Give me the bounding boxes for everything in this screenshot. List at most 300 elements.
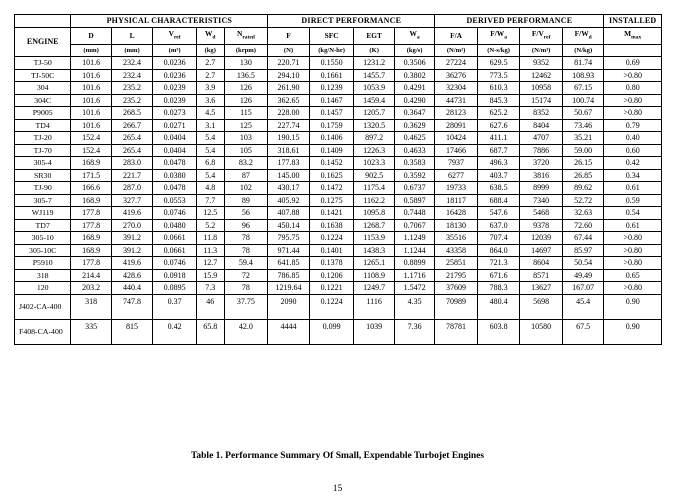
value-cell: 845.3 — [477, 94, 520, 107]
value-cell: 11.3 — [196, 244, 224, 257]
performance-table — [14, 14, 662, 345]
col-name: $W_a$ — [394, 28, 434, 45]
value-cell: 1219.64 — [268, 282, 309, 295]
value-cell: >0.80 — [604, 232, 662, 245]
value-cell: 36276 — [435, 69, 478, 82]
value-cell: 1438.3 — [354, 244, 394, 257]
value-cell: 419.6 — [111, 207, 152, 220]
value-cell: 67.44 — [562, 232, 603, 245]
value-cell: 45.4 — [562, 294, 603, 319]
value-cell: 100.74 — [562, 94, 603, 107]
col-name: $M_{max}$ — [604, 28, 662, 45]
value-cell: 0.0661 — [153, 232, 197, 245]
value-cell: 152.4 — [71, 144, 111, 157]
value-cell: 721.3 — [477, 257, 520, 270]
value-cell: 0.60 — [604, 144, 662, 157]
value-cell: 0.8899 — [394, 257, 434, 270]
value-cell: 65.8 — [196, 319, 224, 344]
value-cell: 28123 — [435, 107, 478, 120]
value-cell: 0.1239 — [309, 82, 354, 95]
table-row — [15, 119, 662, 132]
value-cell: 335 — [71, 319, 111, 344]
col-name: D — [71, 28, 111, 45]
value-cell: 261.90 — [268, 82, 309, 95]
value-cell: 0.1457 — [309, 107, 354, 120]
value-cell: 10424 — [435, 132, 478, 145]
value-cell: 0.0404 — [153, 144, 197, 157]
value-cell: 44731 — [435, 94, 478, 107]
value-cell: 0.54 — [604, 207, 662, 220]
value-cell: 450.14 — [268, 219, 309, 232]
value-cell: 603.8 — [477, 319, 520, 344]
value-cell: 419.6 — [111, 257, 152, 270]
value-cell: 37.75 — [224, 294, 268, 319]
value-cell: 0.0478 — [153, 157, 197, 170]
value-cell: 168.9 — [71, 194, 111, 207]
value-cell: 3816 — [520, 169, 563, 182]
value-cell: 190.15 — [268, 132, 309, 145]
engine-cell: SR30 — [15, 169, 71, 182]
value-cell: 8404 — [520, 119, 563, 132]
table-row — [15, 144, 662, 157]
value-cell: 67.15 — [562, 82, 603, 95]
value-cell: 46 — [196, 294, 224, 319]
value-cell: 1249.7 — [354, 282, 394, 295]
value-cell: 0.42 — [153, 319, 197, 344]
value-cell: 671.6 — [477, 269, 520, 282]
engine-cell: P5910 — [15, 257, 71, 270]
value-cell: 2.7 — [196, 57, 224, 70]
value-cell: 42.0 — [224, 319, 268, 344]
value-cell: 3720 — [520, 157, 563, 170]
value-cell: 101.6 — [71, 57, 111, 70]
value-cell: 0.3583 — [394, 157, 434, 170]
value-cell: 270.0 — [111, 219, 152, 232]
value-cell: 177.8 — [71, 219, 111, 232]
engine-cell: TJ-50 — [15, 57, 71, 70]
value-cell: 3.1 — [196, 119, 224, 132]
value-cell: 773.5 — [477, 69, 520, 82]
value-cell: 21795 — [435, 269, 478, 282]
value-cell: 52.72 — [562, 194, 603, 207]
value-cell: 0.4290 — [394, 94, 434, 107]
engine-cell: TJ-70 — [15, 144, 71, 157]
value-cell: 362.65 — [268, 94, 309, 107]
col-name: F — [268, 28, 309, 45]
value-cell: 6.8 — [196, 157, 224, 170]
value-cell: 1095.8 — [354, 207, 394, 220]
value-cell: 4444 — [268, 319, 309, 344]
value-cell: 403.7 — [477, 169, 520, 182]
value-cell: 5.4 — [196, 169, 224, 182]
value-cell: 136.5 — [224, 69, 268, 82]
value-cell: 496.3 — [477, 157, 520, 170]
value-cell: 96 — [224, 219, 268, 232]
value-cell: 0.0895 — [153, 282, 197, 295]
value-cell: 1039 — [354, 319, 394, 344]
value-cell: 391.2 — [111, 232, 152, 245]
value-cell: 7.36 — [394, 319, 434, 344]
value-cell: 0.0239 — [153, 82, 197, 95]
value-cell: 0.0553 — [153, 194, 197, 207]
value-cell: 78781 — [435, 319, 478, 344]
table-row — [15, 194, 662, 207]
value-cell: 0.4633 — [394, 144, 434, 157]
value-cell: 1175.4 — [354, 182, 394, 195]
engine-cell: P9005 — [15, 107, 71, 120]
value-cell: 2.7 — [196, 69, 224, 82]
col-name: $W_d$ — [196, 28, 224, 45]
col-name: $N_{rated}$ — [224, 28, 268, 45]
value-cell: 0.1550 — [309, 57, 354, 70]
engine-cell: 304C — [15, 94, 71, 107]
value-cell: 0.1224 — [309, 232, 354, 245]
value-cell: 0.3647 — [394, 107, 434, 120]
col-name: L — [111, 28, 152, 45]
engine-cell: 305-10C — [15, 244, 71, 257]
value-cell: 0.4625 — [394, 132, 434, 145]
table-caption: Table 1. Performance Summary Of Small, Expendable Turbojet Engines — [190, 451, 485, 461]
engine-cell: F408-CA-400 — [15, 319, 71, 344]
engine-cell: TD7 — [15, 219, 71, 232]
value-cell: 59.4 — [224, 257, 268, 270]
value-cell: 101.6 — [71, 119, 111, 132]
col-unit: (K) — [354, 44, 394, 57]
value-cell: 638.5 — [477, 182, 520, 195]
value-cell: 167.07 — [562, 282, 603, 295]
value-cell: 1320.5 — [354, 119, 394, 132]
value-cell: >0.80 — [604, 69, 662, 82]
value-cell: 43358 — [435, 244, 478, 257]
value-cell: 971.44 — [268, 244, 309, 257]
value-cell: 747.8 — [111, 294, 152, 319]
value-cell: 232.4 — [111, 57, 152, 70]
value-cell: 78 — [224, 232, 268, 245]
value-cell: 0.1224 — [309, 294, 354, 319]
value-cell: 902.5 — [354, 169, 394, 182]
value-cell: 168.9 — [71, 157, 111, 170]
value-cell: 50.67 — [562, 107, 603, 120]
value-cell: 8352 — [520, 107, 563, 120]
value-cell: 89.62 — [562, 182, 603, 195]
table-row — [15, 282, 662, 295]
group-derived: DERIVED PERFORMANCE — [435, 15, 604, 28]
value-cell: 1268.7 — [354, 219, 394, 232]
value-cell: 152.4 — [71, 132, 111, 145]
table-row — [15, 107, 662, 120]
value-cell: 0.7448 — [394, 207, 434, 220]
value-cell: 0.1452 — [309, 157, 354, 170]
value-cell: 1162.2 — [354, 194, 394, 207]
value-cell: 16428 — [435, 207, 478, 220]
engine-cell: TJ-20 — [15, 132, 71, 145]
value-cell: 0.79 — [604, 119, 662, 132]
value-cell: 1455.7 — [354, 69, 394, 82]
value-cell: 1023.3 — [354, 157, 394, 170]
value-cell: 0.1638 — [309, 219, 354, 232]
value-cell: 72 — [224, 269, 268, 282]
value-cell: 7340 — [520, 194, 563, 207]
value-cell: 26.85 — [562, 169, 603, 182]
value-cell: 0.42 — [604, 157, 662, 170]
value-cell: 89 — [224, 194, 268, 207]
value-cell: 391.2 — [111, 244, 152, 257]
value-cell: 8999 — [520, 182, 563, 195]
value-cell: 0.40 — [604, 132, 662, 145]
value-cell: 14697 — [520, 244, 563, 257]
value-cell: 428.6 — [111, 269, 152, 282]
table-row — [15, 57, 662, 70]
col-unit: (kg/s) — [394, 44, 434, 57]
value-cell: 67.5 — [562, 319, 603, 344]
col-name: $F/W_a$ — [477, 28, 520, 45]
value-cell: 629.5 — [477, 57, 520, 70]
value-cell: 101.6 — [71, 82, 111, 95]
value-cell: 0.1401 — [309, 244, 354, 257]
value-cell: >0.80 — [604, 94, 662, 107]
value-cell: >0.80 — [604, 282, 662, 295]
value-cell: 32304 — [435, 82, 478, 95]
value-cell: 0.59 — [604, 194, 662, 207]
value-cell: 0.0236 — [153, 69, 197, 82]
value-cell: 35.21 — [562, 132, 603, 145]
value-cell: >0.80 — [604, 244, 662, 257]
value-cell: 166.6 — [71, 182, 111, 195]
table-row — [15, 182, 662, 195]
value-cell: 232.4 — [111, 69, 152, 82]
value-cell: 0.1661 — [309, 69, 354, 82]
value-cell: 318.61 — [268, 144, 309, 157]
value-cell: 0.1378 — [309, 257, 354, 270]
col-unit — [604, 44, 662, 57]
value-cell: 0.0380 — [153, 169, 197, 182]
value-cell: 177.8 — [71, 257, 111, 270]
value-cell: 795.75 — [268, 232, 309, 245]
table-row — [15, 169, 662, 182]
value-cell: 1.1249 — [394, 232, 434, 245]
value-cell: 786.85 — [268, 269, 309, 282]
value-cell: 0.90 — [604, 294, 662, 319]
value-cell: 318 — [71, 294, 111, 319]
engine-cell: TJ-90 — [15, 182, 71, 195]
col-unit: (N) — [268, 44, 309, 57]
value-cell: 1.1716 — [394, 269, 434, 282]
value-cell: 5.4 — [196, 144, 224, 157]
value-cell: 235.2 — [111, 94, 152, 107]
value-cell: 227.74 — [268, 119, 309, 132]
value-cell: 73.46 — [562, 119, 603, 132]
value-cell: 0.90 — [604, 319, 662, 344]
value-cell: 85.97 — [562, 244, 603, 257]
value-cell: 815 — [111, 319, 152, 344]
value-cell: 4707 — [520, 132, 563, 145]
value-cell: 8604 — [520, 257, 563, 270]
value-cell: 0.3506 — [394, 57, 434, 70]
col-unit: (krpm) — [224, 44, 268, 57]
value-cell: 480.4 — [477, 294, 520, 319]
value-cell: 56 — [224, 207, 268, 220]
value-cell: 0.3592 — [394, 169, 434, 182]
value-cell: 0.3629 — [394, 119, 434, 132]
engine-cell: 305-10 — [15, 232, 71, 245]
value-cell: 610.3 — [477, 82, 520, 95]
value-cell: 707.4 — [477, 232, 520, 245]
value-cell: 78 — [224, 282, 268, 295]
value-cell: 0.0239 — [153, 94, 197, 107]
value-cell: 105 — [224, 144, 268, 157]
value-cell: 72.60 — [562, 219, 603, 232]
value-cell: 0.4291 — [394, 82, 434, 95]
value-cell: 108.93 — [562, 69, 603, 82]
value-cell: 130 — [224, 57, 268, 70]
value-cell: 2090 — [268, 294, 309, 319]
value-cell: 3.9 — [196, 82, 224, 95]
value-cell: 788.3 — [477, 282, 520, 295]
col-unit: (mm) — [111, 44, 152, 57]
value-cell: 7886 — [520, 144, 563, 157]
value-cell: 411.1 — [477, 132, 520, 145]
col-unit: (kg) — [196, 44, 224, 57]
table-row — [15, 219, 662, 232]
value-cell: 287.0 — [111, 182, 152, 195]
value-cell: 627.6 — [477, 119, 520, 132]
value-cell: 1205.7 — [354, 107, 394, 120]
value-cell: 0.1625 — [309, 169, 354, 182]
value-cell: 18117 — [435, 194, 478, 207]
value-cell: 37609 — [435, 282, 478, 295]
value-cell: 25851 — [435, 257, 478, 270]
value-cell: 0.1221 — [309, 282, 354, 295]
value-cell: 1108.9 — [354, 269, 394, 282]
value-cell: 125 — [224, 119, 268, 132]
column-name-row — [15, 28, 662, 45]
table-row — [15, 244, 662, 257]
value-cell: 294.10 — [268, 69, 309, 82]
value-cell: >0.80 — [604, 107, 662, 120]
value-cell: 5468 — [520, 207, 563, 220]
value-cell: 11.8 — [196, 232, 224, 245]
value-cell: 0.1421 — [309, 207, 354, 220]
col-name: $V_{ref}$ — [153, 28, 197, 45]
value-cell: 12.5 — [196, 207, 224, 220]
value-cell: 0.6737 — [394, 182, 434, 195]
value-cell: 440.4 — [111, 282, 152, 295]
value-cell: 13627 — [520, 282, 563, 295]
value-cell: 3.6 — [196, 94, 224, 107]
table-body — [15, 57, 662, 345]
value-cell: 265.4 — [111, 132, 152, 145]
table-row — [15, 232, 662, 245]
value-cell: 1226.3 — [354, 144, 394, 157]
col-unit: (m³) — [153, 44, 197, 57]
value-cell: 0.0236 — [153, 57, 197, 70]
group-direct: DIRECT PERFORMANCE — [268, 15, 435, 28]
page-number: 15 — [332, 484, 343, 494]
value-cell: 235.2 — [111, 82, 152, 95]
value-cell: 0.0746 — [153, 257, 197, 270]
engine-header: ENGINE — [15, 28, 71, 57]
value-cell: 0.37 — [153, 294, 197, 319]
value-cell: 641.85 — [268, 257, 309, 270]
value-cell: 168.9 — [71, 232, 111, 245]
col-name: $F/V_{ref}$ — [520, 28, 563, 45]
table-row — [15, 94, 662, 107]
value-cell: 10958 — [520, 82, 563, 95]
value-cell: 27224 — [435, 57, 478, 70]
table-row — [15, 132, 662, 145]
value-cell: 0.1409 — [309, 144, 354, 157]
value-cell: 221.7 — [111, 169, 152, 182]
engine-cell: J402-CA-400 — [15, 294, 71, 319]
value-cell: 17466 — [435, 144, 478, 157]
value-cell: 0.1406 — [309, 132, 354, 145]
value-cell: 59.00 — [562, 144, 603, 157]
value-cell: 5698 — [520, 294, 563, 319]
value-cell: 0.34 — [604, 169, 662, 182]
value-cell: 327.7 — [111, 194, 152, 207]
value-cell: 0.0746 — [153, 207, 197, 220]
value-cell: 171.5 — [71, 169, 111, 182]
value-cell: 637.0 — [477, 219, 520, 232]
value-cell: 15174 — [520, 94, 563, 107]
table-row — [15, 269, 662, 282]
value-cell: 115 — [224, 107, 268, 120]
value-cell: 1053.9 — [354, 82, 394, 95]
col-unit: (N-s/kg) — [477, 44, 520, 57]
col-unit: (kg/N-hr) — [309, 44, 354, 57]
value-cell: 9352 — [520, 57, 563, 70]
value-cell: 405.92 — [268, 194, 309, 207]
value-cell: 4.5 — [196, 107, 224, 120]
value-cell: 7.3 — [196, 282, 224, 295]
value-cell: 1116 — [354, 294, 394, 319]
value-cell: 214.4 — [71, 269, 111, 282]
engine-cell: TD4 — [15, 119, 71, 132]
value-cell: 6277 — [435, 169, 478, 182]
value-cell: 0.61 — [604, 182, 662, 195]
value-cell: 220.71 — [268, 57, 309, 70]
value-cell: 0.69 — [604, 57, 662, 70]
value-cell: 0.0273 — [153, 107, 197, 120]
value-cell: 407.88 — [268, 207, 309, 220]
value-cell: 101.6 — [71, 107, 111, 120]
value-cell: >0.80 — [604, 257, 662, 270]
value-cell: 1.1244 — [394, 244, 434, 257]
value-cell: 0.80 — [604, 82, 662, 95]
value-cell: 78 — [224, 244, 268, 257]
value-cell: 5.2 — [196, 219, 224, 232]
table-row — [15, 294, 662, 319]
value-cell: 12.7 — [196, 257, 224, 270]
col-name: SFC — [309, 28, 354, 45]
value-cell: 18130 — [435, 219, 478, 232]
value-cell: 0.0661 — [153, 244, 197, 257]
value-cell: 0.1275 — [309, 194, 354, 207]
value-cell: 8571 — [520, 269, 563, 282]
group-header-row — [15, 15, 662, 28]
value-cell: 103 — [224, 132, 268, 145]
value-cell: 0.61 — [604, 219, 662, 232]
value-cell: 0.0404 — [153, 132, 197, 145]
value-cell: 5.4 — [196, 132, 224, 145]
table-row — [15, 319, 662, 344]
col-unit: (N/kg) — [562, 44, 603, 57]
value-cell: 7.7 — [196, 194, 224, 207]
column-unit-row — [15, 44, 662, 57]
value-cell: 15.9 — [196, 269, 224, 282]
table-row — [15, 69, 662, 82]
value-cell: 70989 — [435, 294, 478, 319]
